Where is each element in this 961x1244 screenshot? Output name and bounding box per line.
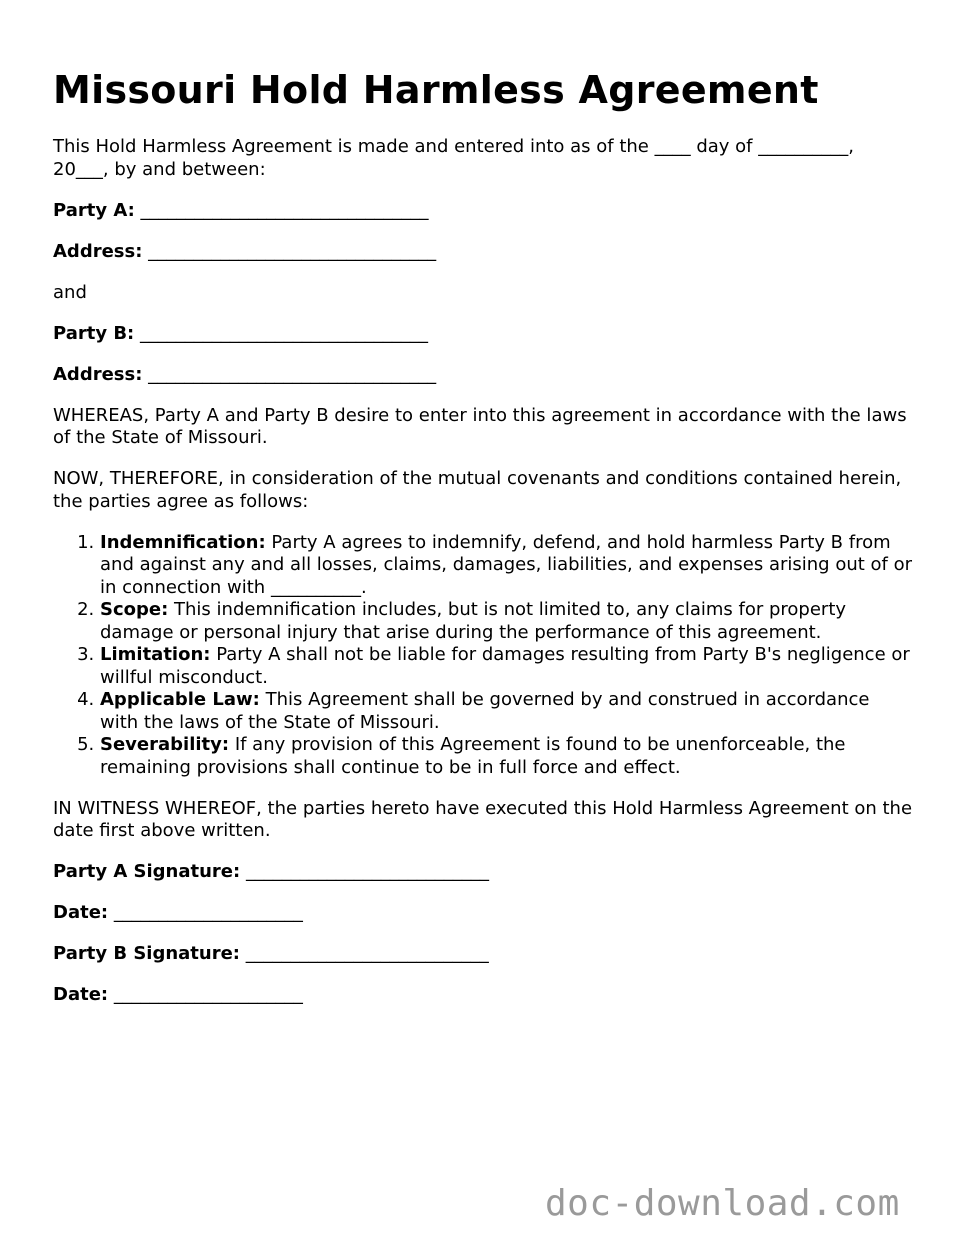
- clause-item: [100, 644, 913, 689]
- intro-paragraph: This Hold Harmless Agreement is made and entered into as of the ____ day of __________, 20___, by and between:: [53, 136, 854, 180]
- clause-term: Limitation:: [100, 644, 211, 665]
- party-b-signature-field: [53, 943, 913, 966]
- party-b-label: Party B:: [53, 322, 135, 344]
- clause-text: This Agreement shall be governed by and construed in accordance with the laws of the State of Missouri.: [100, 689, 870, 733]
- clause-item: [100, 599, 913, 644]
- clause-term: Indemnification:: [100, 531, 266, 553]
- party-a-address-field: [53, 241, 913, 264]
- clause-list: [53, 532, 913, 780]
- party-a-blank: ________________________________: [140, 199, 429, 221]
- clause-text: Party A agrees to indemnify, defend, and hold harmless Party B from and against any and all losses, claims, damages, liabilities, and expenses arising out of or in connection with __________.: [100, 531, 913, 598]
- document-page: [53, 64, 913, 1025]
- clause-term: Scope:: [100, 599, 169, 620]
- party-a-date-blank: _____________________: [113, 902, 303, 923]
- clause-item: [100, 532, 913, 600]
- party-b-blank: ________________________________: [140, 322, 428, 344]
- and-text: and: [53, 281, 87, 303]
- party-b-date-blank: _____________________: [113, 984, 303, 1005]
- now-therefore-paragraph: NOW, THEREFORE, in consideration of the mutual covenants and conditions contained herein, the parties agree as follows:: [53, 468, 902, 512]
- document-title: Missouri Hold Harmless Agreement: [53, 68, 819, 112]
- party-b-signature-blank: ___________________________: [245, 943, 489, 964]
- party-a-signature-blank: ___________________________: [245, 861, 489, 882]
- party-b-address-label: Address:: [53, 363, 143, 385]
- clause-item: [100, 734, 913, 779]
- party-b-signature-label: Party B Signature:: [53, 943, 241, 964]
- party-a-signature-field: [53, 861, 913, 884]
- clause-text: If any provision of this Agreement is found to be unenforceable, the remaining provisions shall continue to be in full force and effect.: [100, 734, 846, 778]
- party-b-date-field: [53, 984, 913, 1007]
- party-a-signature-label: Party A Signature:: [53, 861, 241, 882]
- party-b-address-blank: ________________________________: [148, 363, 437, 385]
- party-a-date-field: [53, 902, 913, 925]
- clause-text: This indemnification includes, but is not limited to, any claims for property damage or personal injury that arise during the performance of this agreement.: [100, 599, 847, 643]
- party-a-date-label: Date:: [53, 902, 109, 923]
- watermark: doc-download.com: [545, 1183, 900, 1224]
- party-b-address-field: [53, 364, 913, 387]
- clause-text: Party A shall not be liable for damages resulting from Party B's negligence or willful misconduct.: [100, 644, 910, 688]
- clause-term: Severability:: [100, 734, 230, 755]
- clause-term: Applicable Law:: [100, 689, 260, 710]
- party-b-field: [53, 323, 913, 346]
- party-a-label: Party A:: [53, 199, 135, 221]
- party-a-address-blank: ________________________________: [148, 240, 437, 262]
- whereas-paragraph: WHEREAS, Party A and Party B desire to enter into this agreement in accordance with the laws of the State of Missouri.: [53, 404, 907, 448]
- party-a-address-label: Address:: [53, 240, 143, 262]
- clause-item: [100, 689, 913, 734]
- party-a-field: [53, 200, 913, 223]
- party-b-date-label: Date:: [53, 984, 109, 1005]
- witness-paragraph: IN WITNESS WHEREOF, the parties hereto have executed this Hold Harmless Agreement on the date first above written.: [53, 797, 913, 841]
